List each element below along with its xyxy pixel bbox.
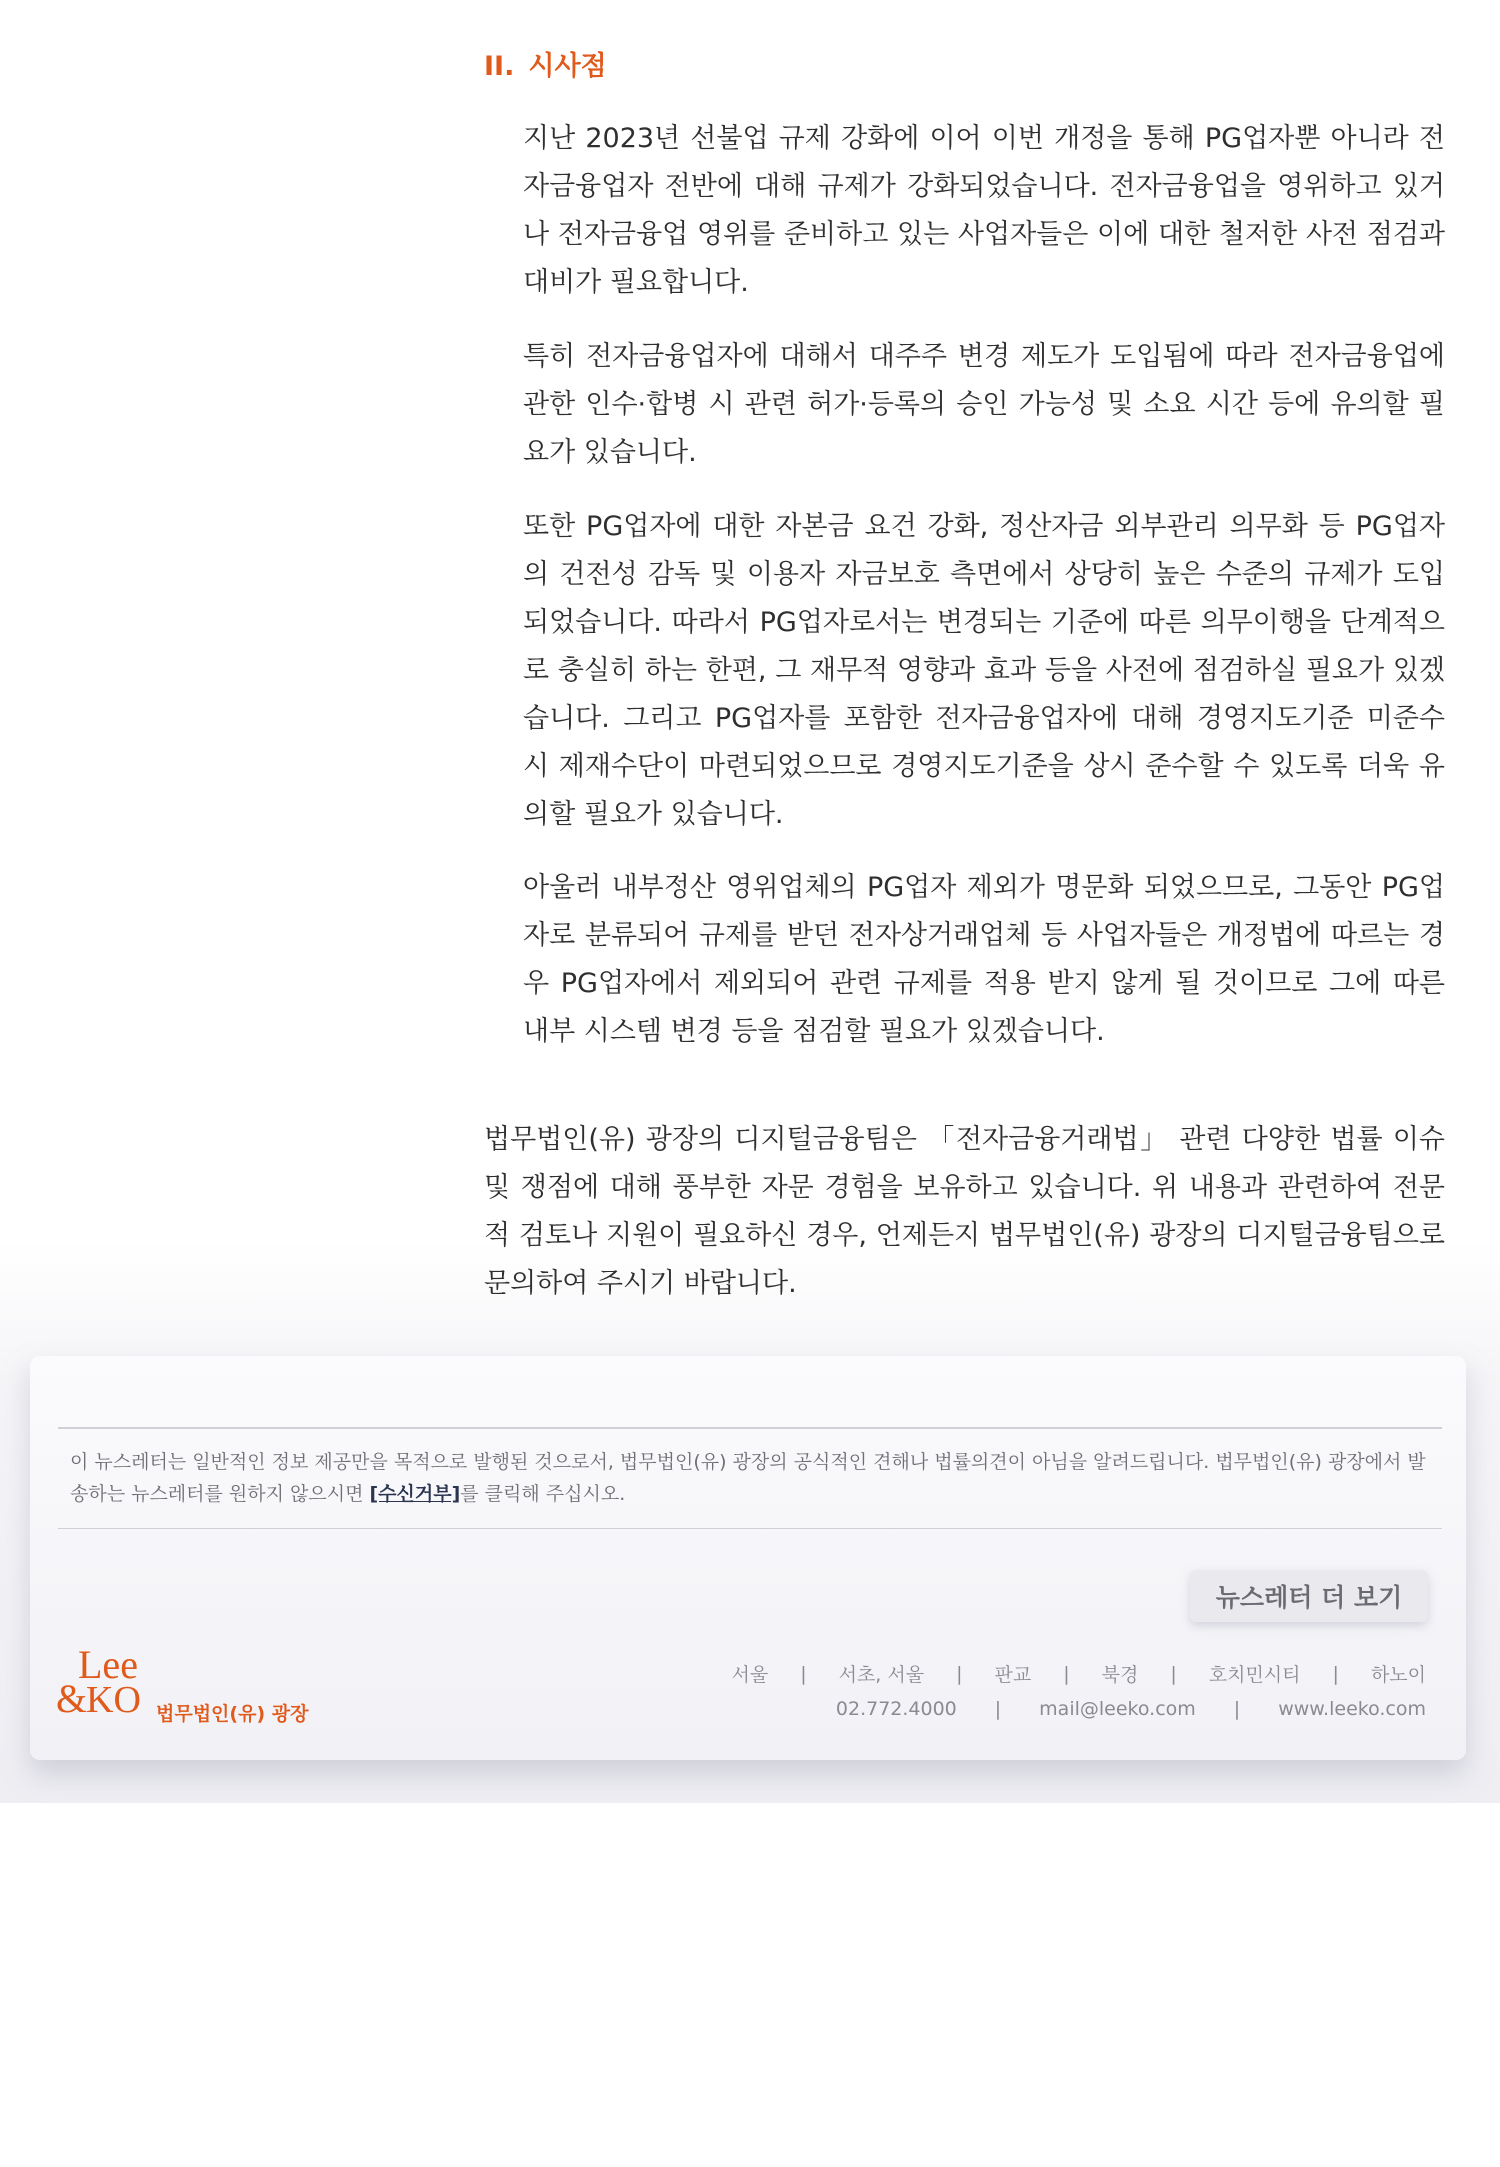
office-item: 서초, 서울 <box>838 1664 925 1686</box>
disclaimer-text-end: 를 클릭해 주십시오. <box>460 1483 626 1505</box>
section-heading <box>484 44 607 83</box>
divider <box>58 1427 1442 1429</box>
disclaimer-text: 이 뉴스레터는 일반적인 정보 제공만을 목적으로 발행된 것으로서, 법무법인(유) 광장의 공식적인 견해나 법률의견이 아님을 알려드립니다. 법무법인(유) 광장에서 발송하는 뉴스레터를 원하지 않으시면 <box>70 1451 1426 1505</box>
unsubscribe-link[interactable]: [수신거부] <box>369 1483 461 1505</box>
office-list <box>731 1660 1426 1687</box>
website-link[interactable]: www.leeko.com <box>1278 1698 1426 1720</box>
office-item: 서울 <box>731 1664 769 1686</box>
logo-ko-text: KO <box>86 1679 141 1721</box>
office-item: 판교 <box>994 1664 1032 1686</box>
logo-lee-text: Lee <box>78 1648 138 1687</box>
separator: | <box>994 1698 1002 1720</box>
section-number: II. <box>484 51 515 82</box>
paragraph-1: 지난 2023년 선불업 규제 강화에 이어 이번 개정을 통해 PG업자뿐 아니라 전자금융업자 전반에 대해 규제가 강화되었습니다. 전자금융업을 영위하고 있거나 전자금융업 영위를 준비하고 있는 사업자들은 이에 대한 철저한 사전 점검과 대비가 필요합니다. <box>523 123 1445 298</box>
office-item: 하노이 <box>1370 1664 1426 1686</box>
logo-firm-name: 법무법인(유) 광장 <box>156 1703 309 1725</box>
office-item: 호치민시티 <box>1208 1664 1301 1686</box>
separator: | <box>1063 1662 1070 1685</box>
phone-number: 02.772.4000 <box>835 1698 957 1720</box>
section-title: 시사점 <box>528 51 607 82</box>
separator: | <box>1170 1662 1177 1685</box>
closing-paragraph: 법무법인(유) 광장의 디지털금융팀은 「전자금융거래법」 관련 다양한 법률 이슈 및 쟁점에 대해 풍부한 자문 경험을 보유하고 있습니다. 위 내용과 관련하여 전문적 검토나 지원이 필요하신 경우, 언제든지 법무법인(유) 광장의 디지털금융팀으로 문의하여 주시기 바랍니다. <box>484 1124 1445 1299</box>
paragraph-2: 특히 전자금융업자에 대해서 대주주 변경 제도가 도입됨에 따라 전자금융업에 관한 인수·합병 시 관련 허가·등록의 승인 가능성 및 소요 시간 등에 유의할 필요가 있습니다. <box>523 341 1445 468</box>
disclaimer <box>70 1446 1440 1510</box>
office-item: 북경 <box>1101 1664 1139 1686</box>
email-link[interactable]: mail@leeko.com <box>1039 1698 1196 1720</box>
more-newsletters-button[interactable]: 뉴스레터 더 보기 <box>1190 1570 1428 1622</box>
separator: | <box>1332 1662 1339 1685</box>
separator: | <box>1233 1698 1241 1720</box>
paragraph-4: 아울러 내부정산 영위업체의 PG업자 제외가 명문화 되었으므로, 그동안 PG업자로 분류되어 규제를 받던 전자상거래업체 등 사업자들은 개정법에 따르는 경우 PG업자에서 제외되어 관련 규제를 적용 받지 않게 될 것이므로 그에 따른 내부 시스템 변경 등을 점검할 필요가 있겠습니다. <box>523 872 1445 1047</box>
separator: | <box>800 1662 807 1685</box>
contact-list <box>836 1698 1426 1720</box>
separator: | <box>956 1662 963 1685</box>
logo-amp-text: & <box>56 1676 88 1721</box>
paragraph-3: 또한 PG업자에 대한 자본금 요건 강화, 정산자금 외부관리 의무화 등 PG업자의 건전성 감독 및 이용자 자금보호 측면에서 상당히 높은 수준의 규제가 도입되었습니다. 따라서 PG업자로서는 변경되는 기준에 따른 의무이행을 단계적으로 충실히 하는 한편, 그 재무적 영향과 효과 등을 사전에 점검하실 필요가 있겠습니다. 그리고 PG업자를 포함한 전자금융업자에 대해 경영지도기준 미준수 시 제재수단이 마련되었으므로 경영지도기준을 상시 준수할 수 있도록 더욱 유의할 필요가 있습니다. <box>523 511 1445 830</box>
divider <box>58 1528 1442 1529</box>
